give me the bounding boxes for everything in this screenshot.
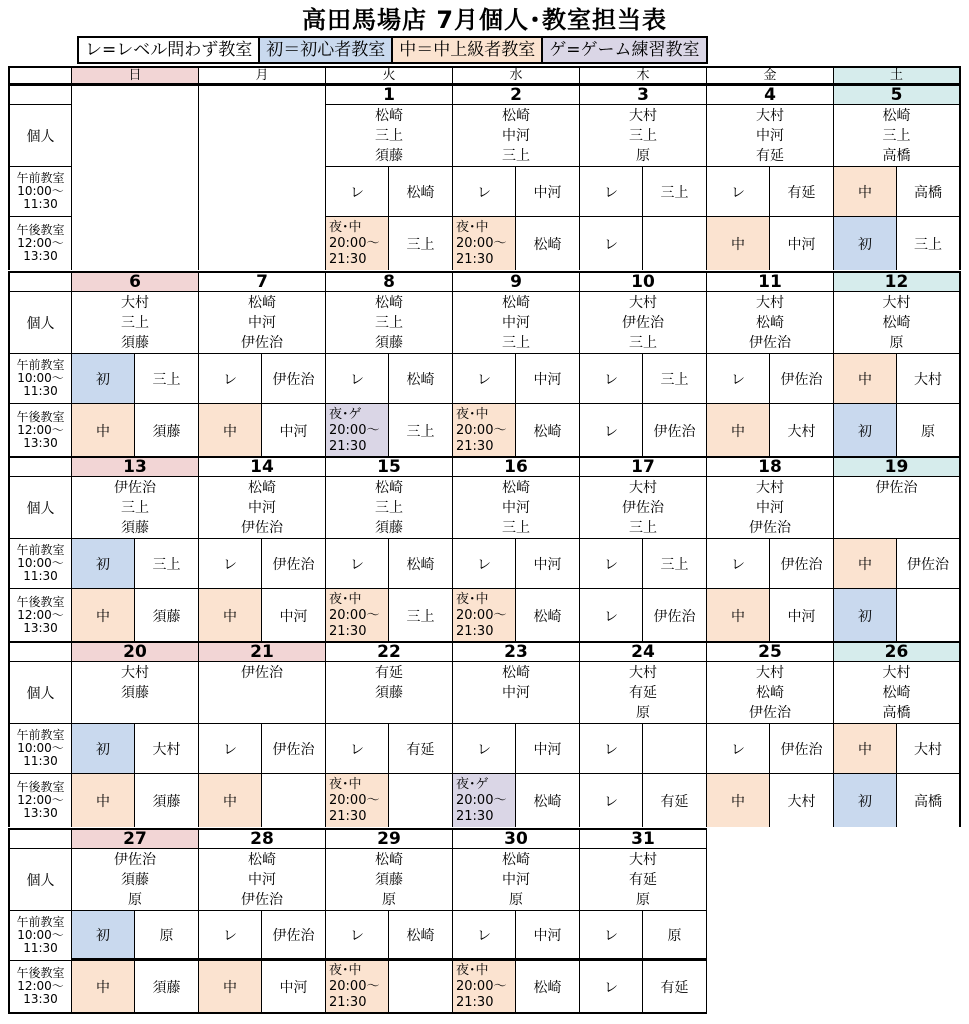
day-date: 4 [707,84,834,104]
individual-staff: 松崎 中河 伊佐治 [199,291,326,353]
afternoon-class-type: 夜･ゲ 20:00～ 21:30 [326,403,389,457]
afternoon-class-type: 中 [707,403,770,457]
morning-class-type: レ [580,353,643,403]
individual-staff: 大村 松崎 伊佐治 [707,291,834,353]
afternoon-class-type: 中 [72,773,135,827]
afternoon-class-type: 初 [834,773,897,827]
day-date: 6 [72,271,199,291]
afternoon-class-type: レ [580,588,643,642]
legend-item-mid: 中＝中上級者教室 [393,38,543,62]
afternoon-staff [643,216,707,270]
afternoon-staff: 伊佐治 [643,588,707,642]
row-label-morning: 午前教室 10:00～ 11:30 [8,910,72,960]
morning-staff: 伊佐治 [262,910,326,960]
row-label-date [8,84,72,104]
afternoon-staff [262,773,326,827]
morning-class-type: レ [580,538,643,588]
afternoon-class-type: 中 [707,588,770,642]
morning-staff: 中河 [516,538,580,588]
afternoon-class-type: 夜･中 20:00～ 21:30 [453,588,516,642]
morning-staff: 中河 [516,353,580,403]
morning-class-type: レ [707,538,770,588]
morning-class-type: レ [199,538,262,588]
morning-staff: 伊佐治 [262,353,326,403]
morning-class-type: レ [453,538,516,588]
afternoon-staff: 松崎 [516,588,580,642]
morning-class-type: 初 [72,538,135,588]
morning-staff: 伊佐治 [897,538,961,588]
afternoon-staff: 伊佐治 [643,403,707,457]
day-date: 13 [72,456,199,476]
morning-class-type: レ [580,910,643,960]
legend [77,36,708,64]
day-date: 21 [199,641,326,661]
individual-staff: 大村 伊佐治 三上 [580,291,707,353]
individual-staff: 松崎 中河 [453,661,580,723]
afternoon-class-type: レ [580,960,643,1014]
morning-staff: 三上 [643,353,707,403]
afternoon-class-type: 中 [707,773,770,827]
morning-staff: 松崎 [389,353,453,403]
day-name-3: 水 [453,66,580,84]
individual-staff: 伊佐治 [834,476,961,538]
individual-staff: 大村 中河 伊佐治 [707,476,834,538]
afternoon-class-type: 中 [72,960,135,1014]
row-label-afternoon: 午後教室 12:00～ 13:30 [8,773,72,827]
individual-staff: 松崎 中河 三上 [453,104,580,166]
morning-class-type: 初 [72,353,135,403]
day-name-0: 日 [72,66,199,84]
afternoon-class-type: 夜･中 20:00～ 21:30 [326,773,389,827]
afternoon-class-type: 中 [199,960,262,1014]
morning-class-type: 中 [834,353,897,403]
morning-class-type: レ [199,910,262,960]
afternoon-class-type: 夜･中 20:00～ 21:30 [453,216,516,270]
afternoon-staff: 須藤 [135,403,199,457]
afternoon-class-type: 夜･ゲ 20:00～ 21:30 [453,773,516,827]
afternoon-class-type: 初 [834,216,897,270]
individual-staff: 伊佐治 三上 須藤 [72,476,199,538]
afternoon-class-type: 夜･中 20:00～ 21:30 [453,960,516,1014]
morning-staff: 松崎 [389,910,453,960]
morning-staff: 中河 [516,723,580,773]
individual-staff: 松崎 三上 須藤 [326,291,453,353]
morning-class-type: レ [453,353,516,403]
day-date: 10 [580,271,707,291]
row-label-morning: 午前教室 10:00～ 11:30 [8,538,72,588]
day-date: 31 [580,828,707,848]
afternoon-class-type: 中 [707,216,770,270]
morning-staff: 有延 [770,166,834,216]
row-label-afternoon: 午後教室 12:00～ 13:30 [8,216,72,270]
day-date: 27 [72,828,199,848]
morning-staff: 伊佐治 [770,538,834,588]
day-date: 5 [834,84,961,104]
legend-item-lv: レ=レベル問わず教室 [79,38,260,62]
morning-staff: 三上 [643,166,707,216]
day-date: 23 [453,641,580,661]
afternoon-staff: 松崎 [516,960,580,1014]
morning-staff: 三上 [135,353,199,403]
afternoon-staff: 須藤 [135,773,199,827]
day-name-2: 火 [326,66,453,84]
day-name-6: 土 [834,66,961,84]
afternoon-staff: 大村 [770,773,834,827]
individual-staff: 有延 須藤 [326,661,453,723]
individual-staff: 松崎 須藤 原 [326,848,453,910]
morning-staff: 三上 [135,538,199,588]
individual-staff: 大村 有延 原 [580,848,707,910]
row-label-individual: 個人 [8,661,72,723]
individual-staff: 大村 三上 原 [580,104,707,166]
afternoon-class-type: レ [580,216,643,270]
header-corner [8,66,72,84]
morning-class-type: レ [580,723,643,773]
afternoon-class-type: 中 [72,403,135,457]
day-date: 15 [326,456,453,476]
individual-staff: 松崎 中河 伊佐治 [199,848,326,910]
day-name-1: 月 [199,66,326,84]
row-label-morning: 午前教室 10:00～ 11:30 [8,166,72,216]
individual-staff: 大村 中河 有延 [707,104,834,166]
afternoon-class-type: 中 [199,403,262,457]
row-label-morning: 午前教室 10:00～ 11:30 [8,723,72,773]
row-label-date [8,641,72,661]
morning-class-type: レ [326,166,389,216]
morning-class-type: レ [326,538,389,588]
row-label-date [8,828,72,848]
day-name-5: 金 [707,66,834,84]
day-date: 14 [199,456,326,476]
individual-staff: 伊佐治 [199,661,326,723]
individual-staff: 大村 松崎 高橋 [834,661,961,723]
day-date: 12 [834,271,961,291]
row-label-individual: 個人 [8,291,72,353]
individual-staff: 松崎 中河 伊佐治 [199,476,326,538]
morning-class-type: レ [453,723,516,773]
afternoon-class-type: 夜･中 20:00～ 21:30 [326,960,389,1014]
individual-staff: 大村 松崎 原 [834,291,961,353]
afternoon-class-type: 夜･中 20:00～ 21:30 [453,403,516,457]
day-date: 22 [326,641,453,661]
day-date: 18 [707,456,834,476]
day-date: 1 [326,84,453,104]
legend-item-beg: 初＝初心者教室 [260,38,393,62]
morning-staff: 原 [135,910,199,960]
legend-item-game: ゲ=ゲーム練習教室 [543,38,705,62]
afternoon-staff: 中河 [770,588,834,642]
morning-staff: 松崎 [389,166,453,216]
morning-class-type: レ [453,166,516,216]
morning-staff: 高橋 [897,166,961,216]
individual-staff: 松崎 三上 高橋 [834,104,961,166]
day-date: 7 [199,271,326,291]
morning-class-type: レ [580,166,643,216]
individual-staff: 大村 有延 原 [580,661,707,723]
individual-staff: 松崎 中河 原 [453,848,580,910]
row-label-afternoon: 午後教室 12:00～ 13:30 [8,960,72,1014]
afternoon-staff: 有延 [643,773,707,827]
morning-class-type: レ [199,353,262,403]
morning-staff: 伊佐治 [262,538,326,588]
morning-staff: 大村 [897,723,961,773]
individual-staff: 伊佐治 須藤 原 [72,848,199,910]
afternoon-staff: 松崎 [516,403,580,457]
individual-staff: 大村 伊佐治 三上 [580,476,707,538]
day-date: 3 [580,84,707,104]
individual-staff: 松崎 三上 須藤 [326,476,453,538]
row-label-individual: 個人 [8,848,72,910]
row-label-date [8,456,72,476]
empty-day [72,84,199,270]
day-date: 29 [326,828,453,848]
morning-class-type: レ [707,166,770,216]
day-date: 11 [707,271,834,291]
schedule-grid [8,66,964,1018]
row-label-individual: 個人 [8,104,72,166]
day-date: 30 [453,828,580,848]
day-date: 9 [453,271,580,291]
day-date: 17 [580,456,707,476]
afternoon-class-type: 夜･中 20:00～ 21:30 [326,588,389,642]
afternoon-class-type: 中 [199,588,262,642]
morning-class-type: レ [326,910,389,960]
day-date: 20 [72,641,199,661]
afternoon-staff: 中河 [770,216,834,270]
morning-staff [643,723,707,773]
afternoon-staff: 高橋 [897,773,961,827]
afternoon-staff: 三上 [389,588,453,642]
afternoon-staff: 三上 [389,403,453,457]
afternoon-class-type: 夜･中 20:00～ 21:30 [326,216,389,270]
afternoon-staff: 原 [897,403,961,457]
morning-class-type: レ [707,353,770,403]
afternoon-staff: 松崎 [516,216,580,270]
morning-class-type: 初 [72,910,135,960]
afternoon-class-type: 初 [834,588,897,642]
afternoon-staff: 中河 [262,588,326,642]
individual-staff: 大村 須藤 [72,661,199,723]
afternoon-staff: 須藤 [135,960,199,1014]
day-date: 8 [326,271,453,291]
individual-staff: 松崎 三上 須藤 [326,104,453,166]
day-date: 25 [707,641,834,661]
individual-staff: 松崎 中河 三上 [453,291,580,353]
day-date: 19 [834,456,961,476]
afternoon-staff [389,960,453,1014]
afternoon-class-type: レ [580,403,643,457]
page-title: 高田馬場店 7月個人･教室担当表 [301,6,668,34]
afternoon-staff [897,588,961,642]
day-name-4: 木 [580,66,707,84]
morning-staff: 伊佐治 [770,723,834,773]
morning-class-type: レ [707,723,770,773]
afternoon-staff: 三上 [897,216,961,270]
morning-staff: 中河 [516,910,580,960]
morning-staff: 松崎 [389,538,453,588]
empty-day [199,84,326,270]
morning-staff: 伊佐治 [770,353,834,403]
row-label-afternoon: 午後教室 12:00～ 13:30 [8,403,72,457]
afternoon-class-type: レ [580,773,643,827]
morning-staff: 伊佐治 [262,723,326,773]
individual-staff: 大村 三上 須藤 [72,291,199,353]
morning-staff: 三上 [643,538,707,588]
morning-class-type: レ [326,353,389,403]
day-date: 26 [834,641,961,661]
afternoon-staff: 三上 [389,216,453,270]
day-date: 16 [453,456,580,476]
morning-class-type: レ [326,723,389,773]
morning-staff: 大村 [135,723,199,773]
morning-class-type: レ [453,910,516,960]
afternoon-staff: 須藤 [135,588,199,642]
morning-class-type: 中 [834,538,897,588]
morning-staff: 中河 [516,166,580,216]
afternoon-staff: 中河 [262,960,326,1014]
morning-staff: 原 [643,910,707,960]
row-label-afternoon: 午後教室 12:00～ 13:30 [8,588,72,642]
afternoon-staff: 松崎 [516,773,580,827]
individual-staff: 大村 松崎 伊佐治 [707,661,834,723]
row-label-individual: 個人 [8,476,72,538]
day-date: 28 [199,828,326,848]
morning-staff: 有延 [389,723,453,773]
afternoon-staff: 有延 [643,960,707,1014]
morning-class-type: 中 [834,723,897,773]
row-label-date [8,271,72,291]
afternoon-class-type: 中 [199,773,262,827]
day-date: 24 [580,641,707,661]
morning-staff: 大村 [897,353,961,403]
afternoon-staff: 大村 [770,403,834,457]
day-date: 2 [453,84,580,104]
morning-class-type: 初 [72,723,135,773]
individual-staff: 松崎 中河 三上 [453,476,580,538]
afternoon-staff: 中河 [262,403,326,457]
afternoon-class-type: 初 [834,403,897,457]
row-label-morning: 午前教室 10:00～ 11:30 [8,353,72,403]
morning-class-type: 中 [834,166,897,216]
morning-class-type: レ [199,723,262,773]
afternoon-staff [389,773,453,827]
afternoon-class-type: 中 [72,588,135,642]
